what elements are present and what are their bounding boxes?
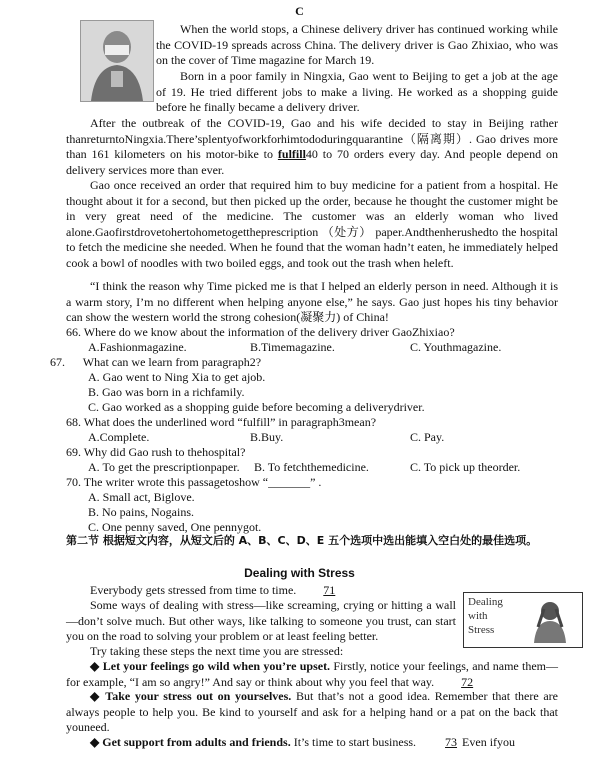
bullet-2 [66,689,558,736]
option-a[interactable]: A.Complete. [88,430,150,444]
option-a[interactable]: A.Fashionmagazine. [88,340,187,354]
dealing-with-stress-illustration [463,592,583,648]
bullet-3 [66,735,558,751]
question-number: 66. [66,325,81,339]
option-c[interactable]: C. Pay. [410,430,445,444]
paragraph-3-part2: 40 to 70 orders every day. And people depend on delivery services more than ever. [66,147,559,177]
question-number: 70. [66,475,81,489]
bullet-3-heading: ◆ Get support from adults and friends. [90,735,291,749]
bullet-2-text: But that’s not a good idea. Remember that there are always people to help you. Be kind to yourself and ask for a helping hand or a pat on the back that youneed. [66,689,558,735]
option-c[interactable]: C. Gao worked as a shopping guide before becoming a deliverydriver. [88,400,425,414]
blank-72[interactable] [437,675,473,691]
delivery-driver-photo [80,20,154,102]
passage-title: Dealing with Stress [244,566,355,580]
paragraph-3 [66,116,558,178]
sentence-text: Everybody gets stressed from time to time. [90,583,297,597]
passage-label: C [295,4,304,18]
question-stem: The writer wrote this passagetoshow “_______” . [83,475,322,489]
blank-71[interactable] [299,583,335,599]
option-b[interactable]: B. Gao was born in a richfamily. [88,385,245,399]
stress-paragraph-2: Some ways of dealing with stress—like screaming, crying or hitting a wall—don’t solve much. But other ways, like talking to someone you trust, can start you on the road to solving your problem or at least feeling better. [66,598,456,644]
bullet-1-text: Firstly, notice your feelings, and name them—for example, “I am so angry!” And say or think about why you feel that way. [66,659,558,689]
bullet-1 [66,659,558,690]
option-b[interactable]: B. To fetchthemedicine. [254,460,369,474]
option-a[interactable]: A. Gao went to Ning Xia to get ajob. [88,370,266,384]
question-number: 67. [50,355,65,369]
blank-number: 72 [461,674,474,689]
question-stem: What can we learn from paragraph2? [82,355,262,369]
option-a[interactable]: A. To get the prescriptionpaper. [88,460,240,474]
box-line: Dealing [468,596,503,608]
paragraph-2: Born in a poor family in Ningxia, Gao went to Beijing to get a job at the age of 19. He tried different jobs to make a living. He worked as a shopping guide before he finally became a delivery driver. [156,69,558,115]
question-number: 68. [66,415,81,429]
blank-number: 71 [323,583,336,597]
stressed-person-icon [516,597,578,643]
bullet-3-text: It’s time to start business. [293,735,417,749]
question-number: 69. [66,445,81,459]
paragraph-3-part1: After the outbreak of the COVID-19, Gao and his wife decided to stay in Beijing rather thanreturntoNingxia.There’splentyofworkforhimtododuringquarantine（隔离期）. Gao drives more than 161 kilometers on his motor-bike to [66,116,558,162]
question-stem: What does the underlined word “fulfill” in paragraph3mean? [83,415,377,429]
box-line: Stress [468,624,495,636]
blank-73[interactable] [419,735,459,751]
underlined-word-fulfill: fulfill [277,147,306,162]
option-c[interactable]: C. Youthmagazine. [410,340,502,354]
bullet-1-heading: ◆ Let your feelings go wild when you’re upset. [90,659,331,673]
option-b[interactable]: B.Buy. [250,430,284,444]
paragraph-4: Gao once received an order that required him to buy medicine for a patient from a hospital. He thought about it for a second, but then picked up the order, because he thought the customer might be in very great need of the medicine. The customer was an elderly woman who lived alone.Gaofirstdrovetohertohometogettheprescription （处方） paper.Andthenherushedto the hospital to fetch the medicine she needed. When he found that the woman hadn’t eaten, he immediately helped cook a bowl of noodles with two boiled eggs, and took out the trash when heleft. [66,178,558,270]
option-a[interactable]: A. Small act, Biglove. [88,490,195,504]
box-line: with [468,610,488,622]
bullet-2-heading: ◆ Take your stress out on yourselves. [90,689,292,703]
question-stem: Why did Gao rush to thehospital? [83,445,246,459]
bullet-3-end: Even ifyou [462,735,516,749]
question-stem: Where do we know about the information of the delivery driver GaoZhixiao? [83,325,455,339]
section-heading: 第二节 根据短文内容，从短文后的 A、B、C、D、E 五个选项中选出能填入空白处的最佳选项。 [66,534,538,547]
option-b[interactable]: B. No pains, Nogains. [88,505,194,519]
paragraph-5: “I think the reason why Time picked me is that I helped an elderly person in need. Although it is a warm story, I’m no different when helping anyone else,” he says. Gao just hopes his tiny behavior can show the western world the strong cohesion(凝聚力) of China! [66,279,558,325]
stress-intro-sentence [66,583,456,599]
paragraph-1: When the world stops, a Chinese delivery driver has continued working while the COVID-19 spreads across China. The delivery driver is Gao Zhixiao, who was on the cover of Time magazine for March 19. [156,22,558,68]
option-b[interactable]: B.Timemagazine. [250,340,335,354]
option-c[interactable]: C. To pick up theorder. [410,460,521,474]
blank-number: 73 [445,735,458,749]
stress-steps-intro: Try taking these steps the next time you are stressed: [90,644,344,658]
option-c[interactable]: C. One penny saved, One pennygot. [88,520,262,534]
